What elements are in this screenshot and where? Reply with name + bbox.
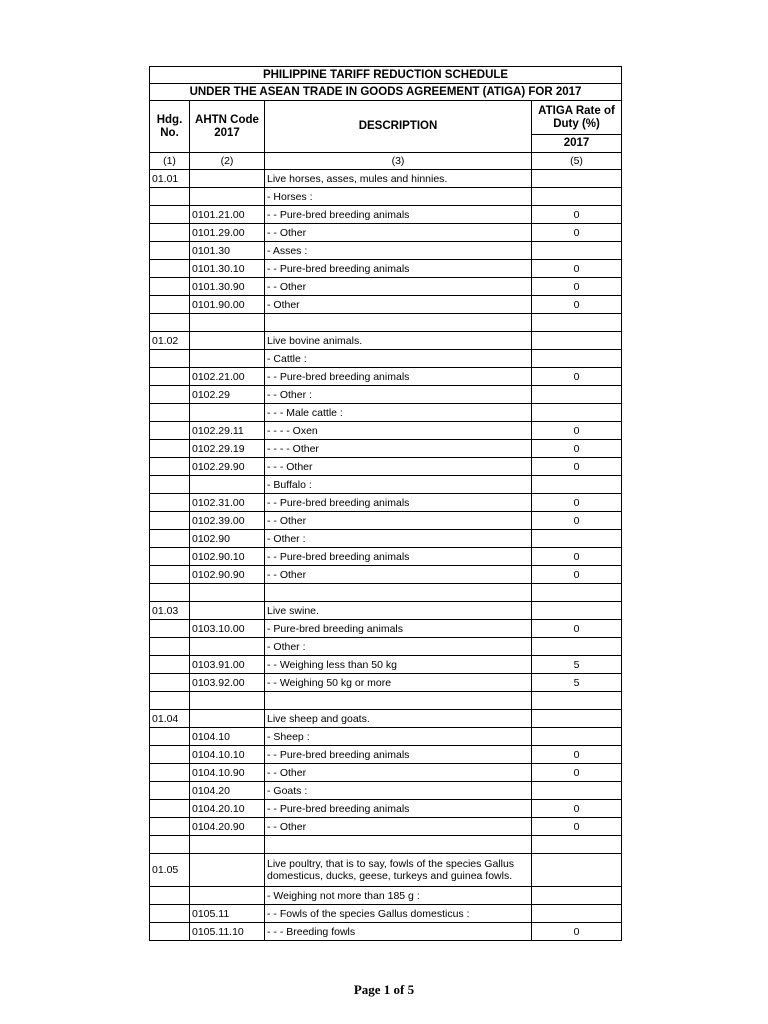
ahtn-code-cell xyxy=(190,584,265,602)
heading-number-cell xyxy=(150,692,190,710)
description-cell: - - - Male cattle : xyxy=(265,404,532,422)
tariff-table xyxy=(149,66,622,941)
table-row xyxy=(150,584,622,602)
heading-number-cell xyxy=(150,923,190,941)
table-row xyxy=(150,206,622,224)
table-row xyxy=(150,476,622,494)
table-row xyxy=(150,332,622,350)
ahtn-code-cell xyxy=(190,404,265,422)
duty-rate-cell: 0 xyxy=(532,206,622,224)
table-row xyxy=(150,494,622,512)
duty-rate-cell xyxy=(532,404,622,422)
duty-rate-cell xyxy=(532,782,622,800)
col-number-5: (5) xyxy=(532,153,622,170)
description-cell: Live sheep and goats. xyxy=(265,710,532,728)
ahtn-code-cell: 0102.21.00 xyxy=(190,368,265,386)
ahtn-code-cell: 0105.11.10 xyxy=(190,923,265,941)
duty-rate-cell: 0 xyxy=(532,224,622,242)
description-cell: - - Other xyxy=(265,224,532,242)
description-cell: - - Pure-bred breeding animals xyxy=(265,800,532,818)
heading-number-cell xyxy=(150,224,190,242)
heading-number-cell xyxy=(150,728,190,746)
heading-number-cell xyxy=(150,260,190,278)
heading-number-cell xyxy=(150,548,190,566)
description-cell: - Asses : xyxy=(265,242,532,260)
table-row xyxy=(150,224,622,242)
heading-number-cell xyxy=(150,440,190,458)
header-year: 2017 xyxy=(532,135,622,153)
duty-rate-cell: 0 xyxy=(532,800,622,818)
duty-rate-cell: 0 xyxy=(532,260,622,278)
ahtn-code-cell: 0102.29.19 xyxy=(190,440,265,458)
description-cell: - Weighing not more than 185 g : xyxy=(265,887,532,905)
table-row xyxy=(150,836,622,854)
heading-number-cell xyxy=(150,530,190,548)
duty-rate-cell: 0 xyxy=(532,512,622,530)
ahtn-code-cell xyxy=(190,854,265,887)
duty-rate-cell xyxy=(532,602,622,620)
table-row xyxy=(150,818,622,836)
description-cell: Live horses, asses, mules and hinnies. xyxy=(265,170,532,188)
duty-rate-cell xyxy=(532,692,622,710)
heading-number-cell xyxy=(150,584,190,602)
heading-number-cell xyxy=(150,494,190,512)
col-number-1: (1) xyxy=(150,153,190,170)
description-cell: Live swine. xyxy=(265,602,532,620)
table-row xyxy=(150,422,622,440)
heading-number-cell xyxy=(150,638,190,656)
duty-rate-cell: 0 xyxy=(532,764,622,782)
table-row xyxy=(150,512,622,530)
table-row xyxy=(150,905,622,923)
description-cell: - - Other xyxy=(265,818,532,836)
duty-rate-cell xyxy=(532,332,622,350)
heading-number-cell xyxy=(150,476,190,494)
duty-rate-cell: 0 xyxy=(532,818,622,836)
heading-number-cell xyxy=(150,905,190,923)
description-cell: - - - Breeding fowls xyxy=(265,923,532,941)
duty-rate-cell xyxy=(532,887,622,905)
description-cell: - - Fowls of the species Gallus domesticus : xyxy=(265,905,532,923)
duty-rate-cell xyxy=(532,905,622,923)
ahtn-code-cell xyxy=(190,332,265,350)
description-cell: Live bovine animals. xyxy=(265,332,532,350)
description-cell: - - Pure-bred breeding animals xyxy=(265,206,532,224)
heading-number-cell xyxy=(150,278,190,296)
description-cell: - - Other xyxy=(265,566,532,584)
duty-rate-cell xyxy=(532,530,622,548)
heading-number-cell xyxy=(150,836,190,854)
description-cell: Live poultry, that is to say, fowls of the species Gallus domesticus, ducks, geese, turkeys and guinea fowls. xyxy=(265,854,532,887)
heading-number-cell xyxy=(150,296,190,314)
duty-rate-cell xyxy=(532,638,622,656)
description-cell: - Buffalo : xyxy=(265,476,532,494)
ahtn-code-cell xyxy=(190,188,265,206)
table-row xyxy=(150,458,622,476)
description-cell: - Cattle : xyxy=(265,350,532,368)
duty-rate-cell: 0 xyxy=(532,458,622,476)
table-row xyxy=(150,656,622,674)
heading-number-cell xyxy=(150,350,190,368)
description-cell: - - Other xyxy=(265,278,532,296)
ahtn-code-cell: 0102.29.90 xyxy=(190,458,265,476)
table-row xyxy=(150,923,622,941)
ahtn-code-cell: 0101.90.00 xyxy=(190,296,265,314)
description-cell: - - - - Other xyxy=(265,440,532,458)
ahtn-code-cell xyxy=(190,314,265,332)
table-row xyxy=(150,404,622,422)
heading-number-cell xyxy=(150,674,190,692)
table-row xyxy=(150,620,622,638)
ahtn-code-cell: 0103.92.00 xyxy=(190,674,265,692)
ahtn-code-cell: 0104.20.90 xyxy=(190,818,265,836)
ahtn-code-cell: 0102.39.00 xyxy=(190,512,265,530)
heading-number-cell xyxy=(150,746,190,764)
ahtn-code-cell: 0104.20 xyxy=(190,782,265,800)
ahtn-code-cell: 0102.29.11 xyxy=(190,422,265,440)
description-cell xyxy=(265,584,532,602)
heading-number-cell xyxy=(150,386,190,404)
duty-rate-cell: 0 xyxy=(532,494,622,512)
ahtn-code-cell: 0101.30.10 xyxy=(190,260,265,278)
heading-number-cell xyxy=(150,422,190,440)
duty-rate-cell: 0 xyxy=(532,566,622,584)
duty-rate-cell xyxy=(532,584,622,602)
table-body xyxy=(150,170,622,941)
table-row xyxy=(150,350,622,368)
heading-number-cell xyxy=(150,887,190,905)
duty-rate-cell xyxy=(532,350,622,368)
heading-number-cell xyxy=(150,368,190,386)
table-row xyxy=(150,278,622,296)
table-row xyxy=(150,746,622,764)
ahtn-code-cell: 0103.10.00 xyxy=(190,620,265,638)
description-cell: - - Weighing less than 50 kg xyxy=(265,656,532,674)
table-row xyxy=(150,368,622,386)
ahtn-code-cell: 0104.10.10 xyxy=(190,746,265,764)
heading-number-cell xyxy=(150,404,190,422)
duty-rate-cell: 5 xyxy=(532,656,622,674)
description-cell: - - - - Oxen xyxy=(265,422,532,440)
ahtn-code-cell: 0104.10 xyxy=(190,728,265,746)
heading-number-cell xyxy=(150,782,190,800)
duty-rate-cell xyxy=(532,854,622,887)
heading-number-cell xyxy=(150,512,190,530)
table-row xyxy=(150,314,622,332)
table-row xyxy=(150,548,622,566)
heading-number-cell xyxy=(150,764,190,782)
duty-rate-cell: 0 xyxy=(532,440,622,458)
duty-rate-cell: 5 xyxy=(532,674,622,692)
ahtn-code-cell: 0104.10.90 xyxy=(190,764,265,782)
col-number-3: (3) xyxy=(265,153,532,170)
page-number: Page 1 of 5 xyxy=(353,982,415,997)
title-line-1: PHILIPPINE TARIFF REDUCTION SCHEDULE xyxy=(150,67,622,84)
heading-number-cell: 01.03 xyxy=(150,602,190,620)
description-cell: - - Pure-bred breeding animals xyxy=(265,368,532,386)
heading-number-cell xyxy=(150,800,190,818)
ahtn-code-cell: 0102.90.90 xyxy=(190,566,265,584)
ahtn-code-cell xyxy=(190,170,265,188)
ahtn-code-cell: 0101.30.90 xyxy=(190,278,265,296)
description-cell: - - Pure-bred breeding animals xyxy=(265,746,532,764)
description-cell: - - Pure-bred breeding animals xyxy=(265,494,532,512)
table-row xyxy=(150,530,622,548)
ahtn-code-cell: 0102.31.00 xyxy=(190,494,265,512)
duty-rate-cell xyxy=(532,314,622,332)
header-rate: ATIGA Rate of Duty (%) xyxy=(532,101,622,135)
table-row xyxy=(150,170,622,188)
ahtn-code-cell: 0105.11 xyxy=(190,905,265,923)
title-line-2: UNDER THE ASEAN TRADE IN GOODS AGREEMENT (ATIGA) FOR 2017 xyxy=(150,84,622,101)
duty-rate-cell: 0 xyxy=(532,923,622,941)
duty-rate-cell xyxy=(532,242,622,260)
table-row xyxy=(150,782,622,800)
duty-rate-cell xyxy=(532,728,622,746)
ahtn-code-cell: 0102.90 xyxy=(190,530,265,548)
table-row xyxy=(150,602,622,620)
duty-rate-cell: 0 xyxy=(532,278,622,296)
heading-number-cell xyxy=(150,818,190,836)
description-cell: - Other xyxy=(265,296,532,314)
ahtn-code-cell: 0101.21.00 xyxy=(190,206,265,224)
table-row xyxy=(150,854,622,887)
duty-rate-cell: 0 xyxy=(532,422,622,440)
ahtn-code-cell: 0101.29.00 xyxy=(190,224,265,242)
ahtn-code-cell xyxy=(190,710,265,728)
description-cell xyxy=(265,314,532,332)
ahtn-code-cell xyxy=(190,638,265,656)
table-row xyxy=(150,710,622,728)
table-row xyxy=(150,188,622,206)
table-row xyxy=(150,800,622,818)
table-row xyxy=(150,386,622,404)
description-cell: - Other : xyxy=(265,638,532,656)
table-row xyxy=(150,296,622,314)
ahtn-code-cell xyxy=(190,476,265,494)
heading-number-cell xyxy=(150,188,190,206)
description-cell: - Horses : xyxy=(265,188,532,206)
table-row xyxy=(150,638,622,656)
ahtn-code-cell: 0101.30 xyxy=(190,242,265,260)
table-row xyxy=(150,242,622,260)
duty-rate-cell: 0 xyxy=(532,620,622,638)
description-cell: - - Other xyxy=(265,512,532,530)
description-cell: - - Other xyxy=(265,764,532,782)
table-row xyxy=(150,764,622,782)
ahtn-code-cell xyxy=(190,692,265,710)
ahtn-code-cell xyxy=(190,602,265,620)
ahtn-code-cell: 0104.20.10 xyxy=(190,800,265,818)
heading-number-cell xyxy=(150,656,190,674)
duty-rate-cell: 0 xyxy=(532,746,622,764)
duty-rate-cell xyxy=(532,188,622,206)
duty-rate-cell xyxy=(532,386,622,404)
heading-number-cell xyxy=(150,206,190,224)
ahtn-code-cell xyxy=(190,887,265,905)
description-cell: - - Pure-bred breeding animals xyxy=(265,260,532,278)
description-cell: - - - Other xyxy=(265,458,532,476)
table-row xyxy=(150,260,622,278)
header-hdg-no: Hdg. No. xyxy=(150,101,190,153)
heading-number-cell xyxy=(150,242,190,260)
table-row xyxy=(150,728,622,746)
duty-rate-cell: 0 xyxy=(532,296,622,314)
description-cell: - - Other : xyxy=(265,386,532,404)
header-description: DESCRIPTION xyxy=(265,101,532,153)
ahtn-code-cell: 0102.90.10 xyxy=(190,548,265,566)
ahtn-code-cell xyxy=(190,350,265,368)
heading-number-cell: 01.01 xyxy=(150,170,190,188)
heading-number-cell xyxy=(150,566,190,584)
col-number-2: (2) xyxy=(190,153,265,170)
description-cell xyxy=(265,692,532,710)
description-cell: - - Weighing 50 kg or more xyxy=(265,674,532,692)
ahtn-code-cell: 0102.29 xyxy=(190,386,265,404)
table-row xyxy=(150,440,622,458)
header-ahtn-code: AHTN Code 2017 xyxy=(190,101,265,153)
heading-number-cell: 01.05 xyxy=(150,854,190,887)
duty-rate-cell xyxy=(532,476,622,494)
duty-rate-cell xyxy=(532,170,622,188)
ahtn-code-cell: 0103.91.00 xyxy=(190,656,265,674)
table-row xyxy=(150,674,622,692)
table-row xyxy=(150,887,622,905)
description-cell: - Sheep : xyxy=(265,728,532,746)
heading-number-cell xyxy=(150,458,190,476)
description-cell: - Other : xyxy=(265,530,532,548)
table-row xyxy=(150,566,622,584)
heading-number-cell: 01.02 xyxy=(150,332,190,350)
description-cell: - Pure-bred breeding animals xyxy=(265,620,532,638)
table-row xyxy=(150,692,622,710)
duty-rate-cell: 0 xyxy=(532,548,622,566)
duty-rate-cell xyxy=(532,836,622,854)
heading-number-cell xyxy=(150,314,190,332)
description-cell xyxy=(265,836,532,854)
duty-rate-cell xyxy=(532,710,622,728)
description-cell: - - Pure-bred breeding animals xyxy=(265,548,532,566)
ahtn-code-cell xyxy=(190,836,265,854)
description-cell: - Goats : xyxy=(265,782,532,800)
heading-number-cell: 01.04 xyxy=(150,710,190,728)
heading-number-cell xyxy=(150,620,190,638)
duty-rate-cell: 0 xyxy=(532,368,622,386)
